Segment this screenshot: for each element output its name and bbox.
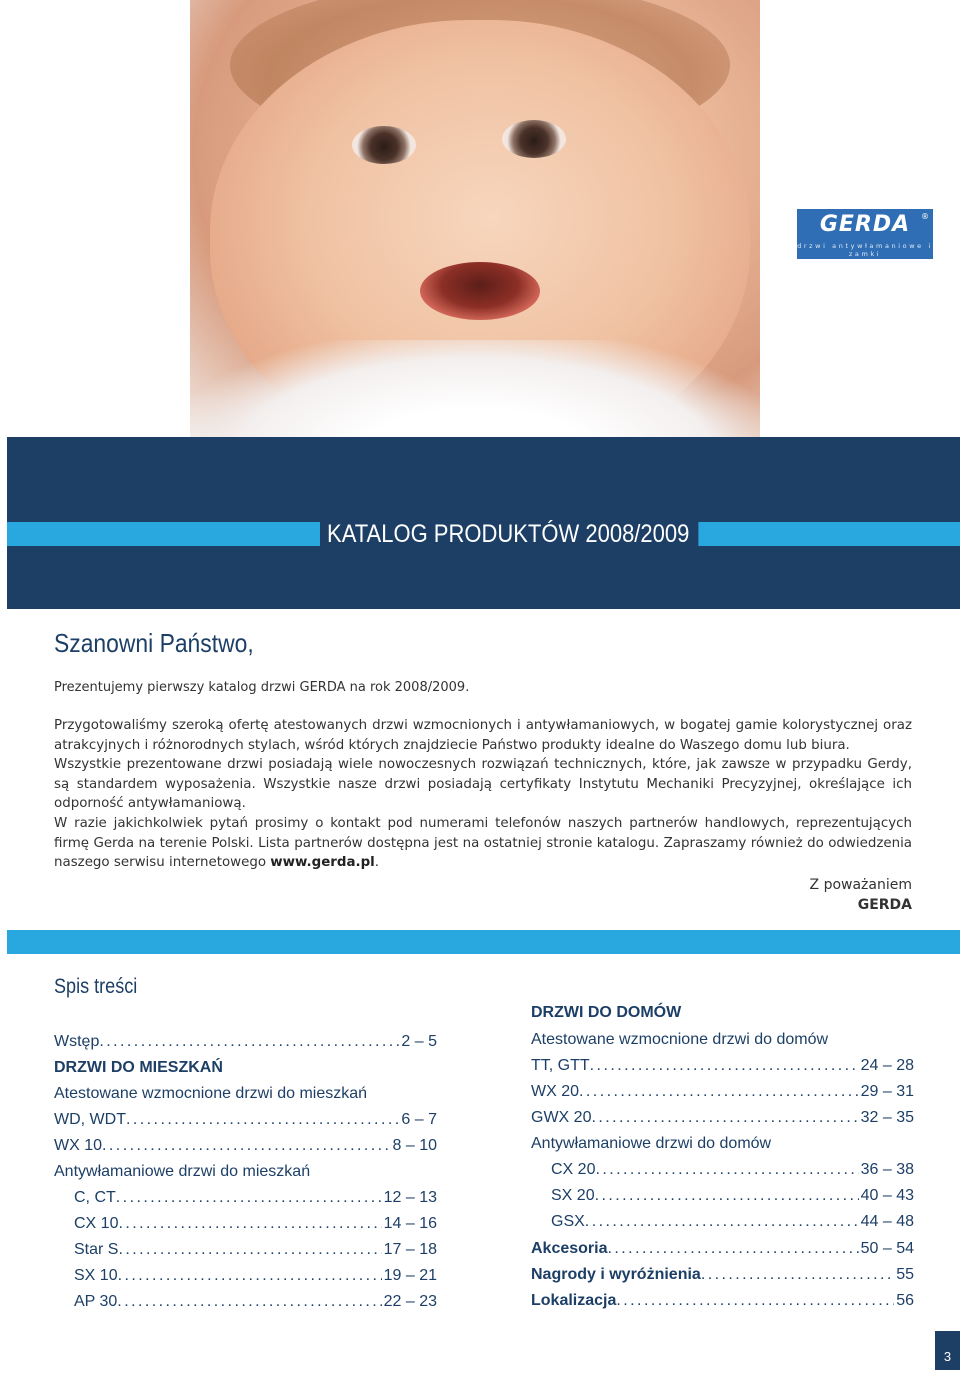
toc-entry-cx10[interactable] [74, 1213, 437, 1235]
toc-pages: 12 – 13 [383, 1189, 437, 1206]
gerda-logo [797, 209, 933, 259]
toc-pages: 36 – 38 [860, 1161, 914, 1178]
photo-collar [190, 340, 760, 437]
closing-line: Z poważaniem [809, 877, 912, 893]
toc-pages: 44 – 48 [860, 1213, 914, 1230]
website-link[interactable]: www.gerda.pl [270, 855, 375, 871]
toc-entry-wx10[interactable] [54, 1135, 437, 1157]
letter-body [54, 716, 912, 873]
toc-leader [99, 1031, 399, 1053]
page-number: 3 [935, 1331, 960, 1370]
toc-section-domow: DRZWI DO DOMÓW [531, 1004, 682, 1021]
toc-label: Star S [74, 1241, 119, 1258]
toc-entry-ap30[interactable] [74, 1291, 437, 1313]
toc-entry-sx20[interactable] [551, 1185, 914, 1207]
toc-leader [591, 1107, 858, 1129]
toc-label: SX 20 [551, 1187, 595, 1204]
toc-pages: 50 – 54 [860, 1240, 914, 1257]
toc-pages: 14 – 16 [383, 1215, 437, 1232]
toc-entry-lokalizacja[interactable] [531, 1290, 914, 1312]
toc-label: Lokalizacja [531, 1292, 617, 1309]
baby-photo [190, 0, 760, 437]
toc-subsection: Antywłamaniowe drzwi do domów [531, 1135, 772, 1152]
toc-label: C, CT [74, 1189, 116, 1206]
letter-paragraph-3 [54, 814, 912, 873]
toc-leader [579, 1081, 859, 1103]
toc-title: Spis treści [54, 975, 138, 998]
paragraph-3-text: W razie jakichkolwiek pytań prosimy o kontakt pod numerami telefonów naszych partnerów handlowych, reprezentujących firmę Gerda na terenie Polski. Lista partnerów dostępna jest na ostatniej stronie katalogu. Zapraszamy również do odwiedzenia naszego serwisu internetowego [54, 815, 912, 871]
toc-label: GWX 20 [531, 1109, 592, 1126]
toc-leader [102, 1135, 391, 1157]
toc-entry-akcesoria[interactable] [531, 1238, 914, 1260]
toc-label: WX 10 [54, 1137, 103, 1154]
toc-entry-star-s[interactable] [74, 1239, 437, 1261]
toc-pages: 32 – 35 [860, 1109, 914, 1126]
toc-pages: 19 – 21 [383, 1267, 437, 1284]
photo-mouth [420, 262, 540, 320]
toc-entry-wd[interactable] [54, 1109, 437, 1131]
toc-leader [595, 1159, 858, 1181]
toc-label: SX 10 [74, 1267, 118, 1284]
toc-label: AP 30 [74, 1293, 118, 1310]
toc-label: Akcesoria [531, 1240, 608, 1257]
toc-label: CX 20 [551, 1161, 596, 1178]
toc-leader [116, 1187, 382, 1209]
toc-leader [126, 1109, 399, 1131]
toc-entry-wx20[interactable] [531, 1081, 914, 1103]
paragraph-3-end: . [374, 855, 380, 871]
toc-entry-sx10[interactable] [74, 1265, 437, 1287]
toc-pages: 6 – 7 [401, 1111, 437, 1128]
toc-leader [117, 1291, 381, 1313]
toc-section-mieszkan: DRZWI DO MIESZKAŃ [54, 1059, 223, 1076]
toc-leader [118, 1265, 382, 1287]
closing-block [810, 876, 912, 915]
toc-pages: 56 [896, 1292, 914, 1309]
intro-line: Prezentujemy pierwszy katalog drzwi GERDA na rok 2008/2009. [54, 680, 470, 695]
photo-left-eye [352, 126, 416, 164]
separator-bar [7, 930, 960, 954]
toc-pages: 17 – 18 [383, 1241, 437, 1258]
toc-leader [701, 1264, 894, 1286]
toc-label: Wstęp [54, 1033, 100, 1050]
toc-entry-wstep[interactable] [54, 1031, 437, 1053]
logo-wordmark: GERDA [819, 212, 911, 237]
toc-pages: 24 – 28 [860, 1057, 914, 1074]
toc-pages: 2 – 5 [401, 1033, 437, 1050]
catalog-banner [7, 437, 960, 609]
greeting: Szanowni Państwo, [54, 628, 254, 658]
toc-pages: 55 [896, 1266, 914, 1283]
toc-entry-cx20[interactable] [551, 1159, 914, 1181]
toc-entry-gwx20[interactable] [531, 1107, 914, 1129]
toc-leader [118, 1239, 381, 1261]
toc-leader [608, 1238, 859, 1260]
toc-label: GSX [551, 1213, 585, 1230]
toc-entry-c[interactable] [74, 1187, 437, 1209]
signature: GERDA [857, 896, 912, 913]
toc-label: Nagrody i wyróżnienia [531, 1266, 701, 1283]
toc-entry-tt[interactable] [531, 1055, 914, 1077]
logo-registered-mark: ® [921, 212, 929, 221]
toc-label: WD, WDT [54, 1111, 126, 1128]
toc-leader [118, 1213, 381, 1235]
toc-label: TT, GTT [531, 1057, 590, 1074]
toc-leader [585, 1211, 859, 1233]
toc-label: CX 10 [74, 1215, 119, 1232]
letter-paragraph-2: Wszystkie prezentowane drzwi posiadają wiele nowoczesnych rozwiązań technicznych, które, jak zawsze w przypadku Gerdy, są standardem wyposażenia. Wszystkie nasze drzwi posiadają certyfikaty Instytutu Mechaniki Precyzyjnej, określające ich odporność antywłamaniową. [54, 757, 912, 812]
logo-tagline: drzwi antywłamaniowe i zamki [797, 242, 933, 258]
toc-leader [595, 1185, 859, 1207]
toc-subsection: Atestowane wzmocnione drzwi do domów [531, 1031, 829, 1048]
toc-subsection: Atestowane wzmocnione drzwi do mieszkań [54, 1085, 368, 1102]
catalog-title: KATALOG PRODUKTÓW 2008/2009 [320, 514, 698, 554]
toc-pages: 8 – 10 [392, 1137, 437, 1154]
toc-entry-nagrody[interactable] [531, 1264, 914, 1286]
toc-subsection: Antywłamaniowe drzwi do mieszkań [54, 1163, 311, 1180]
toc-entry-gsx[interactable] [551, 1211, 914, 1233]
toc-pages: 40 – 43 [860, 1187, 914, 1204]
toc-pages: 22 – 23 [383, 1293, 437, 1310]
toc-label: WX 20 [531, 1083, 580, 1100]
letter-paragraph-1: Przygotowaliśmy szeroką ofertę atestowanych drzwi wzmocnionych i antywłamaniowych, w bogatej gamie kolorystycznej oraz atrakcyjnych i różnorodnych stylach, wśród których znajdziecie Państwo produkty idealne do Waszego domu lub biura. [54, 718, 912, 753]
toc-leader [616, 1290, 894, 1312]
photo-right-eye [502, 120, 566, 158]
toc-leader [590, 1055, 859, 1077]
toc-pages: 29 – 31 [860, 1083, 914, 1100]
